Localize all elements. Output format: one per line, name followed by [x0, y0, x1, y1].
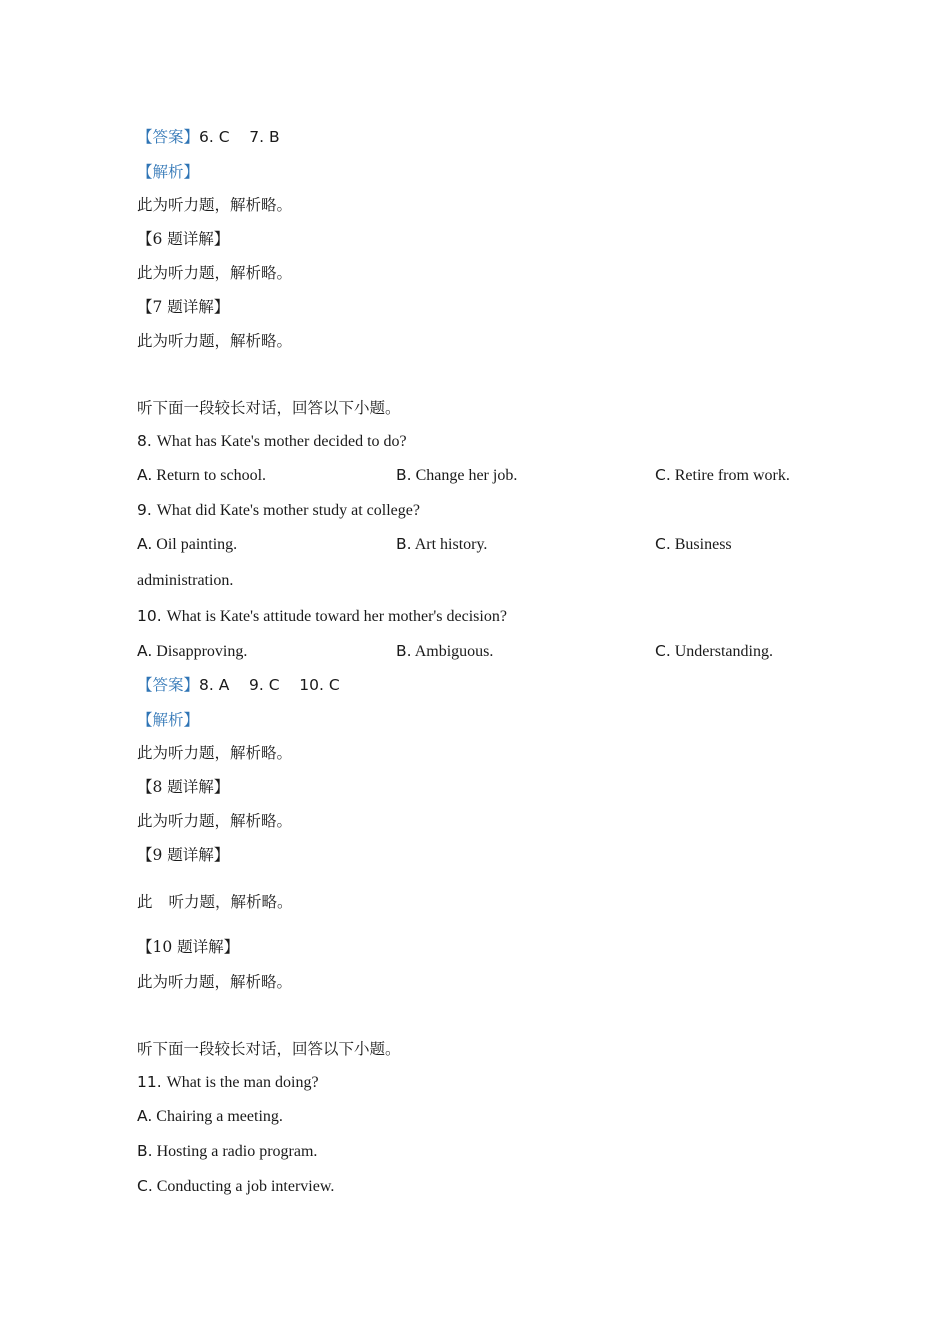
option-9c: C. Business: [655, 535, 732, 553]
detail-6-label: 【6 题详解】: [137, 230, 230, 248]
answer-label: 【答案】: [137, 128, 200, 146]
answer-text: 8. A 9. C 10. C: [199, 676, 340, 694]
option-10c: C. Understanding.: [655, 642, 773, 660]
option-9c-continuation: administration.: [137, 572, 234, 589]
option-10a: A. Disapproving.: [137, 642, 248, 660]
detail-10-label: 【10 题详解】: [137, 938, 240, 956]
section-intro: 听下面一段较长对话，回答以下小题。: [137, 399, 401, 417]
detail-7-text: 此为听力题，解析略。: [137, 332, 293, 350]
option-11a: A. Chairing a meeting.: [137, 1107, 283, 1125]
section-intro: 听下面一段较长对话，回答以下小题。: [137, 1040, 401, 1058]
question-number: 10.: [137, 607, 162, 625]
option-11c: C. Conducting a job interview.: [137, 1177, 335, 1195]
question-text: What has Kate's mother decided to do?: [156, 433, 407, 450]
answer-line-8-10: [137, 675, 340, 695]
option-11b: B. Hosting a radio program.: [137, 1142, 318, 1160]
answer-label: 【答案】: [137, 676, 200, 694]
detail-7-label: 【7 题详解】: [137, 298, 230, 316]
question-11: [137, 1072, 319, 1093]
option-8a: A. Return to school.: [137, 466, 267, 484]
answer-text: 6. C 7. B: [199, 128, 280, 146]
detail-9-label: 【9 题详解】: [137, 846, 230, 864]
analysis-text: 此为听力题，解析略。: [137, 744, 293, 762]
option-8c: C. Retire from work.: [655, 466, 790, 484]
question-8: [137, 431, 407, 452]
question-text: What is Kate's attitude toward her mother's decision?: [166, 608, 507, 625]
detail-10-text: 此为听力题，解析略。: [137, 973, 293, 991]
question-number: 8.: [137, 432, 152, 450]
question-number: 11.: [137, 1073, 162, 1091]
analysis-label: 【解析】: [137, 163, 200, 181]
question-10: [137, 606, 507, 627]
detail-6-text: 此为听力题，解析略。: [137, 264, 293, 282]
question-text: What is the man doing?: [166, 1074, 319, 1091]
detail-8-label: 【8 题详解】: [137, 778, 230, 796]
question-9: [137, 500, 420, 521]
question-text: What did Kate's mother study at college?: [156, 502, 420, 519]
option-10b: B. Ambiguous.: [396, 642, 494, 660]
answer-line-6-7: [137, 127, 280, 147]
option-9b: B. Art history.: [396, 535, 488, 553]
analysis-text: 此为听力题，解析略。: [137, 196, 293, 214]
option-9a: A. Oil painting.: [137, 535, 238, 553]
detail-9-text: 此 听力题，解析略。: [137, 893, 293, 911]
question-number: 9.: [137, 501, 152, 519]
option-8b: B. Change her job.: [396, 466, 518, 484]
detail-8-text: 此为听力题，解析略。: [137, 812, 293, 830]
analysis-label: 【解析】: [137, 711, 200, 729]
